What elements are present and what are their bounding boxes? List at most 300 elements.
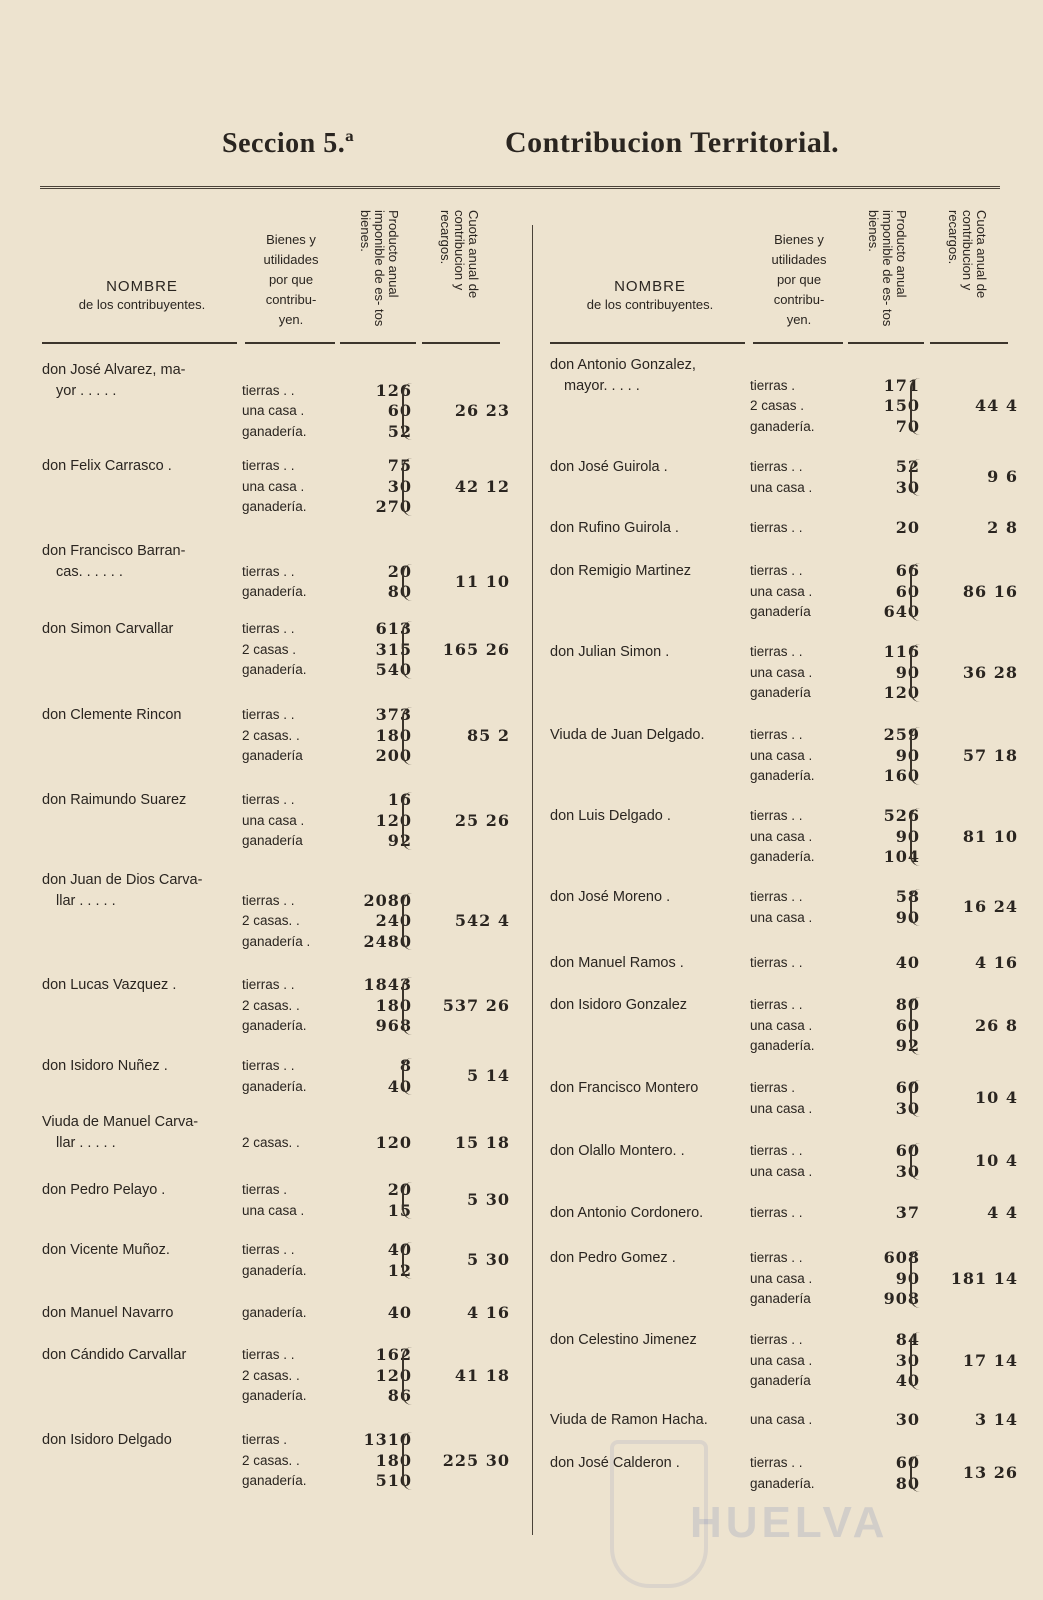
property-type: una casa . xyxy=(750,1412,813,1427)
annual-quota: 542 4 xyxy=(454,911,510,930)
property-value: 30 xyxy=(895,477,920,497)
property-type: tierras . . xyxy=(750,808,803,823)
property-type: ganadería xyxy=(242,748,303,763)
annual-quota: 5 30 xyxy=(467,1190,510,1210)
property-row xyxy=(750,1371,925,1392)
property-row xyxy=(242,582,417,603)
contributor-name: don José Calderon . xyxy=(550,1455,680,1471)
property-type: una casa . xyxy=(750,1017,813,1033)
property-type: ganadería xyxy=(750,604,811,619)
grouping-brace xyxy=(910,378,926,436)
property-value: 150 xyxy=(883,396,920,415)
property-row xyxy=(242,1201,417,1222)
annual-quota: 41 18 xyxy=(454,1365,510,1385)
annual-quota: 537 26 xyxy=(442,995,510,1015)
property-row xyxy=(242,477,417,498)
property-type: una casa . xyxy=(750,1352,813,1368)
contributor-name: don Felix Carrasco . xyxy=(42,458,172,474)
grouping-brace xyxy=(402,893,418,951)
grouping-brace xyxy=(402,1242,418,1279)
property-list xyxy=(242,1303,417,1324)
property-row xyxy=(750,1162,925,1183)
property-value: 30 xyxy=(895,1410,920,1429)
grouping-brace xyxy=(402,707,418,765)
contributor-name: don Francisco Montero xyxy=(550,1080,699,1096)
property-list xyxy=(750,1203,925,1224)
property-type: una casa . xyxy=(750,909,813,925)
property-type: una casa . xyxy=(750,583,813,599)
property-row xyxy=(750,417,925,438)
annual-quota: 3 14 xyxy=(975,1410,1018,1429)
property-row xyxy=(242,1430,417,1451)
grouping-brace xyxy=(910,1455,926,1492)
property-value: 30 xyxy=(387,476,412,496)
contributor-name: don José Moreno . xyxy=(550,889,671,905)
annual-quota: 36 28 xyxy=(962,662,1018,682)
grouping-brace xyxy=(910,459,926,496)
property-value: 968 xyxy=(375,1016,412,1035)
grouping-brace xyxy=(910,1250,926,1308)
contributor-name: don Pedro Gomez . xyxy=(550,1250,676,1266)
property-row xyxy=(242,1077,417,1098)
property-value: 37 xyxy=(895,1203,920,1222)
property-value: 116 xyxy=(883,642,920,661)
property-value: 60 xyxy=(895,1453,920,1472)
property-row xyxy=(242,726,417,747)
property-row xyxy=(750,582,925,603)
contributor-name: don Olallo Montero. . xyxy=(550,1143,685,1159)
property-row xyxy=(750,1351,925,1372)
property-type: 2 casas. . xyxy=(242,1367,300,1383)
property-type: tierras . xyxy=(242,1182,288,1197)
property-value: 200 xyxy=(375,746,412,765)
contributor-name: don Celestino Jimenez xyxy=(550,1332,697,1348)
property-value: 58 xyxy=(895,887,920,906)
property-value: 66 xyxy=(895,561,920,580)
property-row xyxy=(242,790,417,811)
property-value: 908 xyxy=(883,1289,920,1308)
property-row xyxy=(750,1078,925,1099)
contributor-name: don Antonio Gonzalez, mayor. . . . . xyxy=(550,357,696,394)
property-type: 2 casas . xyxy=(750,398,805,413)
property-value: 180 xyxy=(375,995,412,1015)
property-row xyxy=(242,422,417,443)
property-list xyxy=(750,725,925,787)
property-type: una casa . xyxy=(750,664,813,680)
contributor-name: don Isidoro Gonzalez xyxy=(550,997,688,1013)
property-list xyxy=(750,642,925,704)
property-row xyxy=(750,518,925,539)
property-row xyxy=(242,1056,417,1077)
producto-header: Producto anual imponible de es- tos bienes. xyxy=(866,210,909,327)
contributor-name: don Manuel Ramos . xyxy=(550,955,684,971)
property-type: ganadería. xyxy=(242,1473,307,1488)
property-row xyxy=(242,1451,417,1472)
property-value: 92 xyxy=(895,1036,920,1055)
property-type: tierras . . xyxy=(750,1205,803,1220)
property-value: 12 xyxy=(387,1260,412,1280)
annual-quota: 165 26 xyxy=(442,639,510,659)
property-value: 180 xyxy=(375,1450,412,1470)
right-column-header xyxy=(550,200,1020,345)
property-list xyxy=(242,891,417,953)
contributor-name: don José Alvarez, ma- yor . . . . . xyxy=(42,362,186,399)
property-list xyxy=(242,1180,417,1221)
property-type: una casa . xyxy=(750,1163,813,1179)
property-row xyxy=(750,1269,925,1290)
property-type: una casa . xyxy=(750,479,813,495)
property-type: tierras . . xyxy=(242,621,295,636)
property-list xyxy=(750,376,925,438)
property-row xyxy=(242,975,417,996)
property-row xyxy=(242,831,417,852)
property-value: 80 xyxy=(895,995,920,1014)
cuota-header: Cuota anual de contribucion y recargos. xyxy=(438,210,481,299)
annual-quota: 26 23 xyxy=(454,401,510,420)
grouping-brace xyxy=(402,383,418,441)
property-value: 180 xyxy=(375,725,412,745)
property-value: 15 xyxy=(387,1200,412,1220)
right-column xyxy=(550,200,1020,1493)
property-value: 120 xyxy=(375,1365,412,1385)
property-row xyxy=(750,1203,925,1224)
property-type: 2 casas. . xyxy=(242,1134,300,1150)
property-value: 540 xyxy=(375,660,412,679)
property-type: ganadería. xyxy=(242,662,307,677)
property-row xyxy=(242,619,417,640)
property-type: una casa . xyxy=(242,478,305,494)
contributor-name: don Francisco Barran- cas. . . . . . xyxy=(42,543,186,580)
property-type: tierras . . xyxy=(750,727,803,742)
property-type: tierras . . xyxy=(750,1143,803,1158)
property-value: 60 xyxy=(895,581,920,601)
property-value: 510 xyxy=(375,1471,412,1490)
property-value: 52 xyxy=(895,457,920,476)
property-row xyxy=(242,1303,417,1324)
annual-quota: 9 6 xyxy=(987,467,1018,487)
property-value: 40 xyxy=(387,1240,412,1259)
property-list xyxy=(750,1248,925,1310)
property-row xyxy=(750,1453,925,1474)
property-value: 120 xyxy=(375,1132,412,1152)
property-type: una casa . xyxy=(750,1270,813,1286)
property-type: tierras . . xyxy=(750,1332,803,1347)
property-type: 2 casas. . xyxy=(242,727,300,743)
annual-quota: 225 30 xyxy=(442,1450,510,1470)
annual-quota: 11 10 xyxy=(454,571,510,591)
property-value: 60 xyxy=(895,1078,920,1097)
grouping-brace xyxy=(910,1143,926,1180)
property-type: ganadería xyxy=(750,1373,811,1388)
property-type: tierras . xyxy=(750,1080,796,1095)
property-type: tierras . . xyxy=(242,977,295,992)
annual-quota: 10 4 xyxy=(975,1151,1018,1171)
property-row xyxy=(242,705,417,726)
property-value: 162 xyxy=(375,1345,412,1364)
property-type: ganadería xyxy=(750,685,811,700)
property-type: una casa . xyxy=(750,828,813,844)
bienes-header: Bienes y utilidades por que contribu- yen. xyxy=(263,232,319,327)
name-header: NOMBRE de los contribuyentes. xyxy=(586,278,714,312)
property-value: 526 xyxy=(883,806,920,825)
property-type: tierras . . xyxy=(750,1250,803,1265)
property-list xyxy=(750,806,925,868)
header-rule xyxy=(40,186,1000,191)
property-value: 90 xyxy=(895,826,920,846)
property-row xyxy=(750,602,925,623)
property-row xyxy=(242,811,417,832)
property-row xyxy=(242,660,417,681)
property-value: 104 xyxy=(883,847,920,866)
property-row xyxy=(750,1141,925,1162)
property-row xyxy=(750,663,925,684)
property-list xyxy=(242,1240,417,1281)
property-type: tierras . . xyxy=(242,792,295,807)
contributor-name: don Vicente Muñoz. xyxy=(42,1242,170,1258)
cuota-header: Cuota anual de contribucion y recargos. xyxy=(946,210,989,299)
grouping-brace xyxy=(910,1080,926,1117)
property-value: 16 xyxy=(387,790,412,809)
property-row xyxy=(750,457,925,478)
grouping-brace xyxy=(402,564,418,601)
property-row xyxy=(750,1099,925,1120)
property-list xyxy=(750,1330,925,1392)
property-row xyxy=(750,1330,925,1351)
property-row xyxy=(750,746,925,767)
property-value: 30 xyxy=(895,1161,920,1181)
property-value: 160 xyxy=(883,766,920,785)
grouping-brace xyxy=(402,977,418,1035)
contributor-name: Viuda de Manuel Carva- llar . . . . . xyxy=(42,1114,199,1151)
property-type: ganadería. xyxy=(242,1262,307,1278)
producto-header: Producto anual imponible de es- tos bienes. xyxy=(358,210,401,327)
grouping-brace xyxy=(402,1432,418,1490)
property-row xyxy=(242,746,417,767)
property-type: tierras . . xyxy=(750,644,803,659)
property-list xyxy=(242,1056,417,1097)
property-value: 90 xyxy=(895,1268,920,1288)
property-value: 84 xyxy=(895,1330,920,1349)
contributor-name: don Rufino Guirola . xyxy=(550,520,679,536)
property-value: 60 xyxy=(895,1141,920,1160)
property-row xyxy=(750,1036,925,1057)
property-row xyxy=(242,497,417,518)
property-type: 2 casas. . xyxy=(242,997,300,1013)
property-type: una casa . xyxy=(750,1100,813,1116)
annual-quota: 44 4 xyxy=(975,396,1018,415)
property-value: 315 xyxy=(375,639,412,659)
property-row xyxy=(242,640,417,661)
property-row xyxy=(750,725,925,746)
property-type: tierras . . xyxy=(242,892,295,908)
property-value: 90 xyxy=(895,662,920,682)
annual-quota: 57 18 xyxy=(962,745,1018,765)
property-row xyxy=(750,953,925,974)
property-value: 240 xyxy=(375,911,412,930)
property-value: 259 xyxy=(883,725,920,744)
property-type: una casa . xyxy=(242,1202,305,1218)
property-row xyxy=(750,561,925,582)
property-value: 80 xyxy=(387,582,412,601)
grouping-brace xyxy=(402,1182,418,1219)
property-row xyxy=(750,1289,925,1310)
contributor-name: don Lucas Vazquez . xyxy=(42,977,177,993)
property-value: 30 xyxy=(895,1350,920,1370)
contributor-name: don Juan de Dios Carva- llar . . . . . xyxy=(42,872,203,909)
property-type: tierras . . xyxy=(750,520,803,535)
property-type: ganadería . xyxy=(242,933,311,949)
property-row xyxy=(242,1240,417,1261)
property-type: una casa . xyxy=(750,747,813,763)
section-label: Seccion 5.ª xyxy=(222,128,355,159)
property-row xyxy=(242,381,417,402)
annual-quota: 15 18 xyxy=(454,1132,510,1152)
property-type: ganadería. xyxy=(750,1475,815,1491)
contributor-name: don Julian Simon . xyxy=(550,644,670,660)
property-value: 92 xyxy=(387,831,412,850)
property-value: 2080 xyxy=(363,890,412,910)
property-list xyxy=(750,1141,925,1182)
property-list xyxy=(242,705,417,767)
property-row xyxy=(242,456,417,477)
property-value: 20 xyxy=(387,561,412,581)
property-value: 90 xyxy=(895,745,920,765)
property-value: 60 xyxy=(895,1015,920,1035)
property-value: 20 xyxy=(387,1180,412,1199)
grouping-brace xyxy=(402,1058,418,1095)
property-value: 120 xyxy=(883,683,920,702)
property-list xyxy=(242,790,417,852)
property-value: 40 xyxy=(895,1371,920,1390)
grouping-brace xyxy=(402,792,418,850)
property-value: 52 xyxy=(387,421,412,441)
property-list xyxy=(242,562,417,603)
property-type: 2 casas. . xyxy=(242,1452,300,1468)
property-row xyxy=(750,1410,925,1431)
grouping-brace xyxy=(402,621,418,679)
annual-quota: 4 16 xyxy=(467,1303,510,1322)
property-type: tierras . . xyxy=(242,1242,295,1257)
name-header: NOMBRE de los contribuyentes. xyxy=(78,278,206,312)
column-divider xyxy=(532,225,533,1535)
property-row xyxy=(242,401,417,422)
property-value: 1843 xyxy=(363,975,412,994)
property-value: 60 xyxy=(387,401,412,420)
property-value: 126 xyxy=(375,380,412,400)
property-row xyxy=(750,478,925,499)
property-value: 75 xyxy=(387,456,412,475)
grouping-brace xyxy=(402,458,418,516)
property-row xyxy=(242,562,417,583)
contributor-name: don Manuel Navarro xyxy=(42,1305,174,1321)
annual-quota: 5 14 xyxy=(467,1066,510,1086)
property-type: 2 casas . xyxy=(242,641,297,657)
property-value: 20 xyxy=(895,518,920,537)
grouping-brace xyxy=(910,563,926,621)
contributor-name: don Remigio Martinez xyxy=(550,563,692,579)
property-row xyxy=(750,847,925,868)
property-list xyxy=(750,457,925,498)
property-row xyxy=(242,932,417,953)
property-row xyxy=(242,891,417,912)
contributor-name: don Cándido Carvallar xyxy=(42,1347,187,1363)
property-type: ganadería. xyxy=(750,849,815,864)
watermark: HUELVA xyxy=(690,1498,889,1547)
property-row xyxy=(242,996,417,1017)
property-row xyxy=(750,642,925,663)
property-value: 608 xyxy=(883,1248,920,1267)
left-column-header xyxy=(42,200,512,345)
property-row xyxy=(750,887,925,908)
property-type: tierras . . xyxy=(750,563,803,578)
annual-quota: 16 24 xyxy=(962,897,1018,917)
contributor-name: Viuda de Ramon Hacha. xyxy=(550,1412,708,1428)
annual-quota: 85 2 xyxy=(467,725,510,745)
property-value: 86 xyxy=(387,1386,412,1405)
contributor-name: don José Guirola . xyxy=(550,459,668,475)
contributor-name: don Antonio Cordonero. xyxy=(550,1205,704,1221)
annual-quota: 5 30 xyxy=(467,1250,510,1270)
contributor-name: don Simon Carvallar xyxy=(42,621,174,637)
property-row xyxy=(750,806,925,827)
property-type: ganadería. xyxy=(242,423,307,439)
property-list xyxy=(750,953,925,974)
property-type: tierras . . xyxy=(750,955,803,970)
property-row xyxy=(242,1386,417,1407)
property-row xyxy=(750,1248,925,1269)
property-type: ganadería. xyxy=(242,499,307,514)
property-type: ganadería xyxy=(750,1291,811,1306)
annual-quota: 181 14 xyxy=(950,1268,1018,1288)
grouping-brace xyxy=(910,808,926,866)
contributor-name: Viuda de Juan Delgado. xyxy=(550,727,705,743)
property-row xyxy=(242,911,417,932)
property-type: una casa . xyxy=(242,812,305,828)
page-title: Contribucion Territorial. xyxy=(505,126,840,159)
property-row xyxy=(750,1474,925,1495)
grouping-brace xyxy=(910,889,926,926)
grouping-brace xyxy=(910,644,926,702)
property-row xyxy=(750,995,925,1016)
property-type: tierras . . xyxy=(750,459,803,474)
property-row xyxy=(750,1016,925,1037)
property-type: tierras . xyxy=(242,1432,288,1447)
contributor-name: don Pedro Pelayo . xyxy=(42,1182,166,1198)
property-list xyxy=(242,456,417,518)
property-value: 8 xyxy=(399,1056,412,1075)
grouping-brace xyxy=(910,997,926,1055)
property-list xyxy=(242,1133,417,1154)
annual-quota: 4 4 xyxy=(987,1203,1018,1222)
property-list xyxy=(242,975,417,1037)
property-row xyxy=(242,1133,417,1154)
property-value: 373 xyxy=(375,705,412,724)
bienes-header: Bienes y utilidades por que contribu- yen. xyxy=(771,232,827,327)
property-row xyxy=(750,908,925,929)
property-type: tierras . . xyxy=(242,563,295,579)
property-value: 1310 xyxy=(363,1430,412,1449)
property-row xyxy=(242,1345,417,1366)
property-type: ganadería. xyxy=(242,584,307,599)
property-type: ganadería. xyxy=(242,1078,307,1094)
property-value: 80 xyxy=(895,1473,920,1493)
property-list xyxy=(242,1345,417,1407)
property-list xyxy=(750,518,925,539)
property-type: ganadería. xyxy=(750,1038,815,1053)
property-list xyxy=(750,1078,925,1119)
property-row xyxy=(242,1471,417,1492)
property-type: ganadería xyxy=(242,833,303,848)
